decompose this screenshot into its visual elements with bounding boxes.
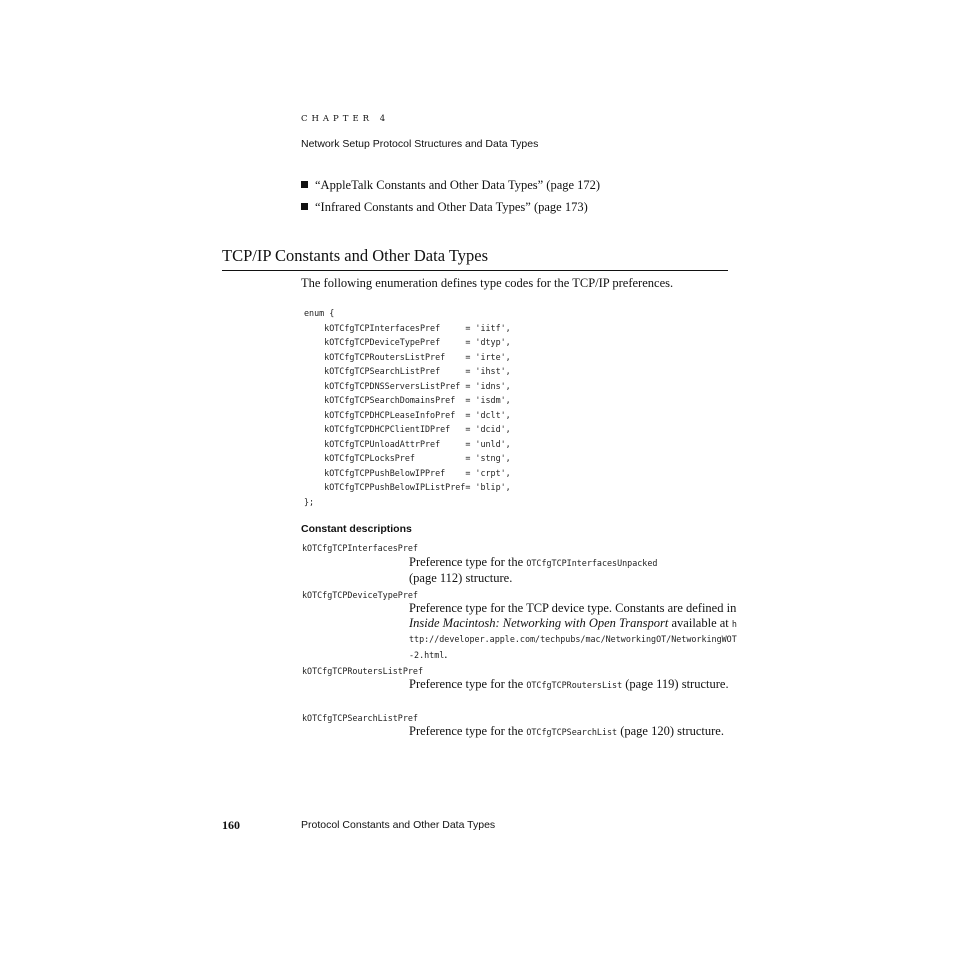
description-text: Preference type for the bbox=[409, 555, 527, 569]
code-line: kOTCfgTCPDHCPClientIDPref = 'dcid', bbox=[304, 424, 511, 434]
running-header: Network Setup Protocol Structures and Data Types bbox=[301, 138, 539, 150]
description-text: . bbox=[444, 646, 448, 661]
code-line: }; bbox=[304, 496, 315, 507]
section-divider bbox=[222, 270, 728, 271]
description-text: (page 120) structure. bbox=[617, 724, 724, 738]
structure-link[interactable]: OTCfgTCPRoutersList bbox=[526, 680, 623, 690]
description-text: Preference type for the bbox=[409, 677, 527, 691]
constant-name: kOTCfgTCPRoutersListPref bbox=[302, 666, 424, 676]
description-text: Preference type for the TCP device type. Constants are defined in bbox=[409, 601, 737, 615]
constant-description bbox=[409, 724, 739, 740]
square-bullet-icon bbox=[301, 181, 308, 188]
code-listing bbox=[304, 306, 511, 509]
bullet-link-appletalk[interactable]: “AppleTalk Constants and Other Data Types” (page 172) bbox=[315, 178, 601, 192]
constant-description bbox=[409, 677, 739, 693]
chapter-label: CHAPTER 4 bbox=[301, 114, 390, 124]
code-line: kOTCfgTCPPushBelowIPPref = 'crpt', bbox=[304, 467, 511, 478]
page-number: 160 bbox=[222, 818, 240, 832]
constant-description bbox=[409, 555, 739, 585]
code-line: kOTCfgTCPDHCPLeaseInfoPref = 'dclt', bbox=[304, 409, 511, 420]
book-title: Inside Macintosh: Networking with Open Transport bbox=[409, 615, 669, 630]
code-line: kOTCfgTCPLocksPref = 'stng', bbox=[304, 453, 511, 463]
code-line: enum { bbox=[304, 308, 335, 318]
structure-link[interactable]: OTCfgTCPInterfacesUnpacked bbox=[526, 558, 658, 568]
code-line: kOTCfgTCPPushBelowIPListPref= 'blip', bbox=[304, 482, 511, 492]
description-text: (page 119) structure. bbox=[622, 677, 729, 691]
constant-descriptions-heading: Constant descriptions bbox=[301, 523, 412, 535]
description-text: available at bbox=[668, 615, 732, 630]
bullet-list bbox=[301, 178, 600, 222]
list-item bbox=[301, 200, 600, 222]
code-line: kOTCfgTCPRoutersListPref = 'irte', bbox=[304, 351, 511, 362]
code-line: kOTCfgTCPSearchDomainsPref = 'isdm', bbox=[304, 395, 511, 405]
footer-title: Protocol Constants and Other Data Types bbox=[301, 819, 496, 831]
code-line: kOTCfgTCPInterfacesPref = 'iitf', bbox=[304, 322, 511, 333]
url-link[interactable]: http://developer.apple.com/techpubs/mac/NetworkingOT/NetworkingWOT-2.html bbox=[409, 618, 737, 660]
description-text: (page 112) structure. bbox=[409, 570, 513, 585]
list-item bbox=[301, 178, 600, 200]
description-text: Preference type for the bbox=[409, 724, 527, 738]
constant-name: kOTCfgTCPSearchListPref bbox=[302, 713, 418, 723]
section-title: TCP/IP Constants and Other Data Types bbox=[222, 246, 489, 265]
code-line: kOTCfgTCPDeviceTypePref = 'dtyp', bbox=[304, 337, 511, 347]
bullet-link-infrared[interactable]: “Infrared Constants and Other Data Types” (page 173) bbox=[315, 200, 588, 214]
constant-name: kOTCfgTCPInterfacesPref bbox=[302, 543, 418, 553]
code-line: kOTCfgTCPSearchListPref = 'ihst', bbox=[304, 366, 511, 376]
code-line: kOTCfgTCPDNSServersListPref = 'idns', bbox=[304, 380, 511, 391]
constant-description bbox=[409, 601, 739, 662]
code-line: kOTCfgTCPUnloadAttrPref = 'unld', bbox=[304, 438, 511, 449]
section-intro: The following enumeration defines type codes for the TCP/IP preferences. bbox=[301, 276, 674, 290]
structure-link[interactable]: OTCfgTCPSearchList bbox=[526, 727, 618, 737]
square-bullet-icon bbox=[301, 203, 308, 210]
constant-name: kOTCfgTCPDeviceTypePref bbox=[302, 590, 418, 600]
